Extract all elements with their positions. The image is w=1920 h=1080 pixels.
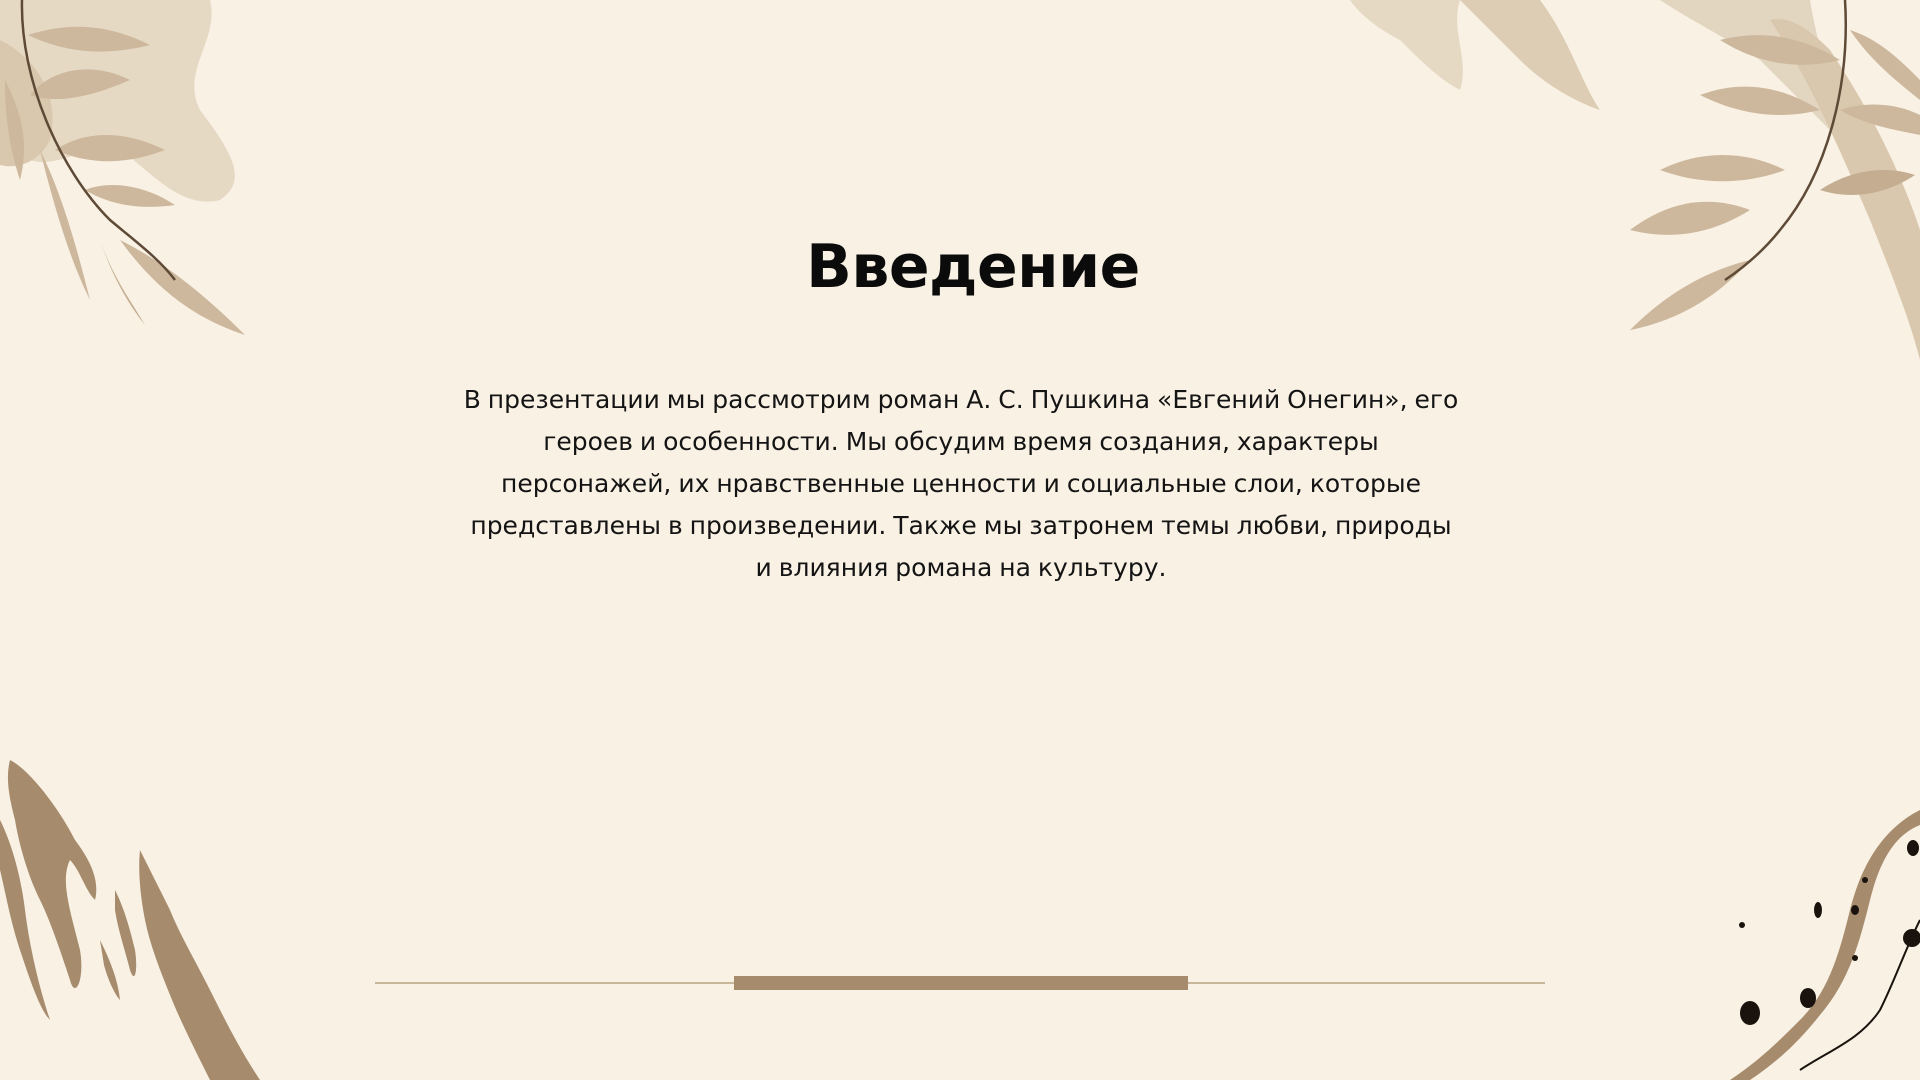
divider-accent-bar <box>734 976 1188 990</box>
brush-stroke-icon <box>0 750 300 1080</box>
slide-title: Введение <box>806 232 1140 302</box>
leaf-branch-icon <box>1340 0 1920 400</box>
swirl-dots-icon <box>1690 790 1920 1080</box>
slide-body-text: В презентации мы рассмотрим роман А. С. Пушкина «Евгений Онегин», его героев и особенности. Мы обсудим время создания, характеры персонажей, их нравственные ценности и социальные слои, которые представлены в произведении. Также мы затронем темы любви, природы и влияния романа на культуру. <box>463 385 1459 582</box>
